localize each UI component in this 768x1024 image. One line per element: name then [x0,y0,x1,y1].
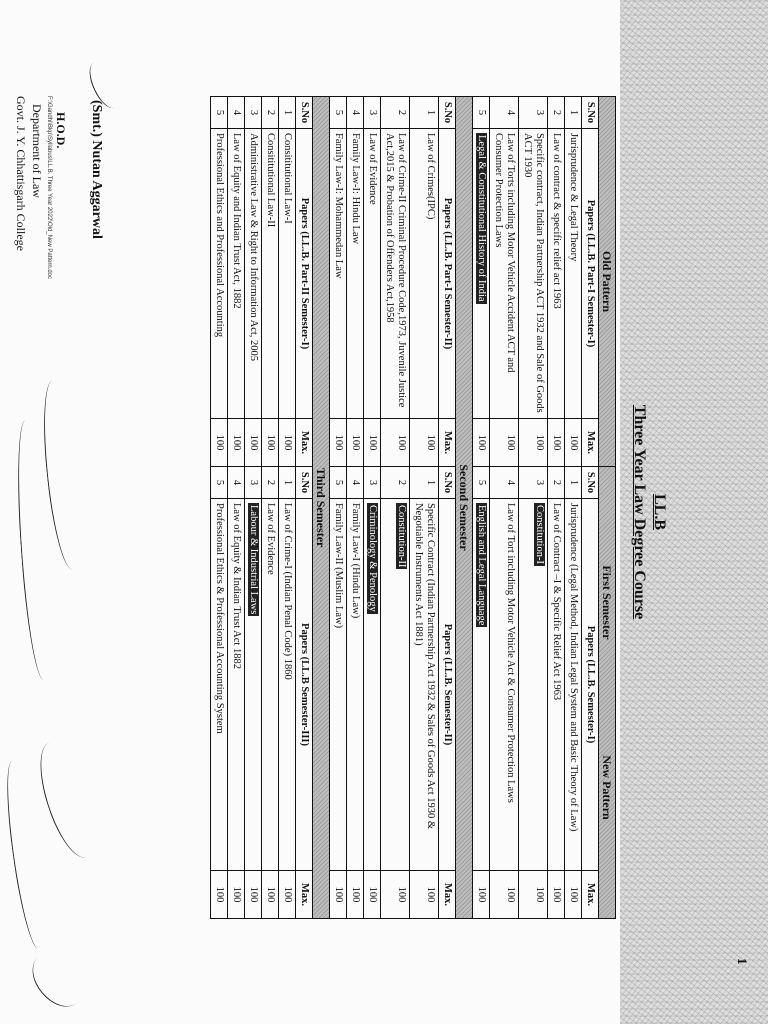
new-sno: 5 [330,467,347,499]
table-row [490,97,519,919]
sem2-column-header-row [439,97,456,919]
new-paper-cell [245,499,262,871]
old-paper: Law of Torts including Motor Vehicle Accident ACT and Consumer Protection Laws [490,129,519,419]
new-max: 100 [548,871,565,919]
new-sno: 3 [245,467,262,499]
new-max: 100 [228,871,245,919]
table-row [262,97,279,919]
col-old-papers: Papers (LL.B. Part-II Semester-I) [296,129,313,419]
first-semester-and-new-pattern [599,467,616,919]
new-max: 100 [364,871,381,919]
second-semester-label: Second Semester [456,97,473,919]
old-paper: Family Law-I: Mohammedan Law [330,129,347,419]
new-sno: 2 [548,467,565,499]
col-max: Max. [296,419,313,467]
col-sno: S.No [439,467,456,499]
table-row [228,97,245,919]
new-paper: Jurisprudence (Legal Method, Indian Legal System and Basic Theory of Law) [565,499,582,871]
new-paper-cell [473,499,490,871]
department-name: Department of Law [30,104,44,198]
new-paper: Law of Evidence [262,499,279,871]
old-max: 100 [262,419,279,467]
old-sno: 1 [565,97,582,129]
col-sno: S.No [582,467,599,499]
old-sno: 4 [228,97,245,129]
syllabus-table [210,96,616,919]
table-row [565,97,582,919]
new-paper: Law of Tort including Motor Vehicle Act & Consumer Protection Laws [490,499,519,871]
new-sno: 5 [473,467,490,499]
old-sno: 4 [347,97,364,129]
old-paper: Law of contract & specific relief act 1963 [548,129,565,419]
new-sno: 4 [347,467,364,499]
table-row [410,97,439,919]
file-path: F:\Gandhi\Bkp\Syllabus\LL.B. Three Year 2022\Old_New Pattern.doc [46,96,52,279]
new-max: 100 [330,871,347,919]
new-paper-cell [519,499,548,871]
new-paper: Criminology & Penology [367,505,378,612]
third-semester-label: Third Semester [313,97,330,919]
new-max: 100 [519,871,548,919]
old-sno: 3 [364,97,381,129]
old-paper: Law of Evidence [364,129,381,419]
college-name: Govt. J. Y. Chhattisgarh College [14,96,28,251]
new-paper: Constitution-II [396,505,407,568]
old-max: 100 [565,419,582,467]
old-max: 100 [410,419,439,467]
new-paper: Constitution-I [534,505,545,564]
old-paper: Consititutional Law-II [262,129,279,419]
new-pattern-label: New Pattern [600,755,614,820]
col-sno: S.No [582,97,599,129]
old-max: 100 [473,419,490,467]
new-sno: 3 [519,467,548,499]
table-row [347,97,364,919]
new-max: 100 [490,871,519,919]
table-row [211,97,228,919]
old-paper: Law of Crime-II Criminal Procedure Code,1973, Juvenile Justice Act,2015 & Probation of Offenders Act,1958 [381,129,410,419]
table-row [381,97,410,919]
old-paper: Consititutional Law-I [279,129,296,419]
document-subtitle: Three Year Law Degree Course [631,404,648,620]
pattern-header-row [599,97,616,919]
old-sno: 3 [519,97,548,129]
old-max: 100 [347,419,364,467]
old-sno: 3 [245,97,262,129]
old-sno: 2 [548,97,565,129]
col-sno: S.No [296,97,313,129]
new-paper: Labour & Industrial Laws [248,505,259,615]
new-max: 100 [381,871,410,919]
col-sno: S.No [439,97,456,129]
col-max: Max. [582,419,599,467]
old-max: 100 [364,419,381,467]
col-new-papers: Papers (LL.B Semester-III) [296,499,313,871]
new-sno: 4 [490,467,519,499]
new-max: 100 [565,871,582,919]
signatory-name: (Smt.) Nutan Aggarwal [89,100,104,239]
col-old-papers: Papers (LL.B. Part-I Semester-I) [582,129,599,419]
new-paper: Family Law-II (Muslim Law) [330,499,347,871]
old-paper: Law of Equity and Indian Trust Act, 1882 [228,129,245,419]
new-paper: Law of Contract –I & Specific Relief Act 1963 [548,499,565,871]
table-row [473,97,490,919]
new-max: 100 [473,871,490,919]
new-sno: 1 [279,467,296,499]
old-sno: 2 [262,97,279,129]
old-paper: Professional Ethics and Professional Accounting [211,129,228,419]
old-sno: 1 [279,97,296,129]
old-max: 100 [228,419,245,467]
col-max: Max. [439,871,456,919]
new-max: 100 [279,871,296,919]
col-new-papers: Papers (LL.B. Semester-II) [439,499,456,871]
old-sno: 5 [473,97,490,129]
new-max: 100 [347,871,364,919]
document-title: LL.B [651,493,668,530]
new-sno: 2 [262,467,279,499]
new-max: 100 [245,871,262,919]
old-paper-cell [473,129,490,419]
old-max: 100 [279,419,296,467]
old-max: 100 [490,419,519,467]
old-paper: Legal & Constitutional History of India [476,135,487,302]
old-max: 100 [519,419,548,467]
new-max: 100 [410,871,439,919]
col-max: Max. [582,871,599,919]
new-sno: 4 [228,467,245,499]
signatory-title: H.O.D. [54,112,68,149]
col-old-papers: Papers (LL.B. Part-I Semester-II) [439,129,456,419]
table-row [519,97,548,919]
col-max: Max. [439,419,456,467]
new-sno: 3 [364,467,381,499]
new-paper: English and Legal Language [476,505,487,626]
old-paper: Family Law-I: Hindu Law [347,129,364,419]
col-max: Max. [296,871,313,919]
old-sno: 5 [211,97,228,129]
table-row [330,97,347,919]
new-paper-cell [364,499,381,871]
new-max: 100 [262,871,279,919]
new-paper: Law of Equity & Indian Trust Act 1882 [228,499,245,871]
new-max: 100 [211,871,228,919]
table-row [548,97,565,919]
old-pattern-label: Old Pattern [599,97,616,467]
old-paper: Jurisprudence & Legal Theory [565,129,582,419]
old-sno: 2 [381,97,410,129]
old-max: 100 [245,419,262,467]
col-new-papers: Papers (LL.B. Semester-I) [582,499,599,871]
old-max: 100 [548,419,565,467]
new-paper: Specific Contract (Indian Partnership Act 1932 & Sales of Goods Act 1930 & Negotiable Instruments Act 1881) [410,499,439,871]
new-sno: 5 [211,467,228,499]
old-max: 100 [381,419,410,467]
table-row [279,97,296,919]
new-paper: Professional Ethics & Professional Accounting System [211,499,228,871]
old-paper: Law of Crimes(IPC) [410,129,439,419]
third-semester-row [313,97,330,919]
table-row [364,97,381,919]
handwritten-signature-mark [23,944,93,1016]
new-paper-cell [381,499,410,871]
old-max: 100 [330,419,347,467]
sem3-column-header-row [296,97,313,919]
new-paper: Family Law-I (Hindu Law) [347,499,364,871]
old-sno: 1 [410,97,439,129]
handwritten-signature-mark [29,737,105,864]
new-paper: Law of Crime-I (Indian Penal Code) 1860 [279,499,296,871]
old-paper: Administrative Law & Right to Information Act, 2005 [245,129,262,419]
col-sno: S.No [296,467,313,499]
sem1-column-header-row [582,97,599,919]
old-max: 100 [211,419,228,467]
new-sno: 1 [410,467,439,499]
new-sno: 1 [565,467,582,499]
old-paper: Specific contract, Indian Partnership ACT 1932 and Sale of Goods ACT 1930 [519,129,548,419]
first-semester-label: First Semester [600,565,614,640]
page-number: 1 [735,958,750,965]
second-semester-row [456,97,473,919]
table-row [245,97,262,919]
old-sno: 5 [330,97,347,129]
new-sno: 2 [381,467,410,499]
old-sno: 4 [490,97,519,129]
